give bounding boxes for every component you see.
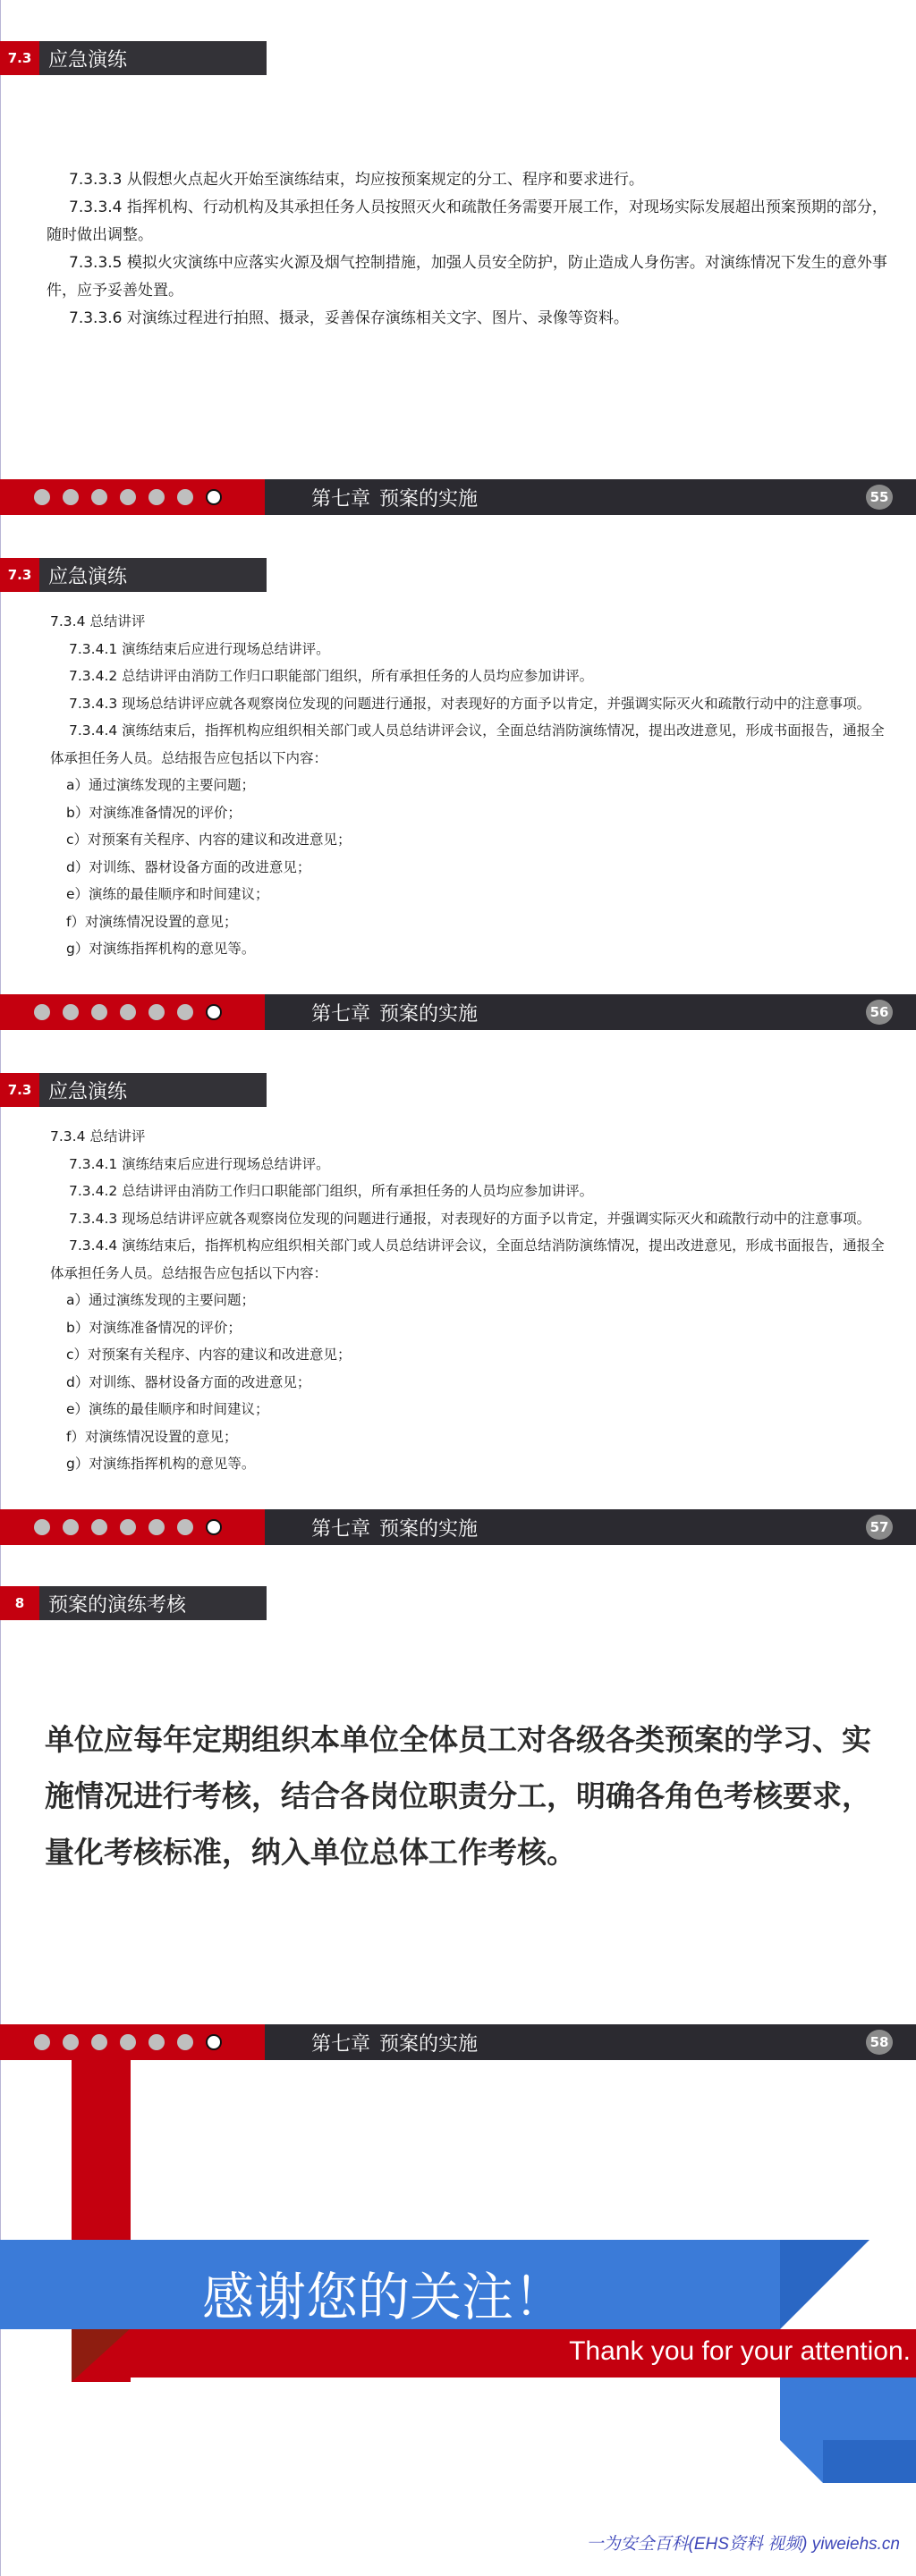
section-title: 预案的演练考核	[39, 1586, 267, 1620]
paragraph: 7.3.4.2 总结讲评由消防工作归口职能部门组织，所有承担任务的人员均应参加讲评。	[69, 668, 594, 684]
slide-55	[0, 0, 916, 515]
footer-chapter-title: 预案的实施	[379, 2032, 479, 2056]
paragraph: 7.3.4.3 现场总结讲评应就各观察岗位发现的问题进行通报，对表现好的方面予以肯定，并强调实际灭火和疏散行动中的注意事项。	[69, 1210, 871, 1227]
section-title: 应急演练	[39, 1073, 267, 1107]
blue-block-tip	[780, 2440, 823, 2483]
footer-chapter-label: 第七章	[311, 1002, 371, 1026]
page-dots	[0, 1509, 265, 1545]
list-item: a）通过演练发现的主要问题；	[66, 1292, 255, 1308]
paragraph: 7.3.3.4 指挥机构、行动机构及其承担任务人员按照灭火和疏散任务需要开展工作，对现场实际发展超出预案预期的部分，随时做出调整。	[47, 198, 887, 244]
page-dot	[120, 489, 136, 505]
list-item: e）演练的最佳顺序和时间建议；	[66, 886, 269, 902]
list-item: c）对预案有关程序、内容的建议和改进意见；	[66, 832, 352, 848]
page-dot	[148, 489, 165, 505]
page-dot	[34, 2034, 50, 2050]
footer-bar	[0, 994, 916, 1030]
page-dot	[91, 2034, 107, 2050]
paragraph: 7.3.3.3 从假想火点起火开始至演练结束，均应按预案规定的分工、程序和要求进行。	[69, 171, 644, 189]
page-dots	[0, 2024, 265, 2060]
page-dot	[63, 489, 79, 505]
page-dot	[63, 1004, 79, 1020]
blue-block	[780, 2378, 916, 2440]
page-dot	[177, 489, 193, 505]
page-dot	[63, 2034, 79, 2050]
page-dot	[148, 1519, 165, 1535]
page-dot-active	[206, 489, 222, 505]
section-header	[0, 1586, 267, 1620]
paragraph: 7.3.4.2 总结讲评由消防工作归口职能部门组织，所有承担任务的人员均应参加讲评。	[69, 1183, 594, 1199]
page-dot	[120, 1519, 136, 1535]
footer-chapter-title: 预案的实施	[379, 1002, 479, 1026]
content-body	[50, 1123, 891, 1478]
slide-thanks	[0, 2060, 916, 2576]
section-header	[0, 558, 267, 592]
page-number: 58	[866, 2030, 893, 2055]
subsection-heading: 7.3.4 总结讲评	[50, 613, 146, 629]
subsection-heading: 7.3.4 总结讲评	[50, 1128, 146, 1144]
list-item: g）对演练指挥机构的意见等。	[66, 941, 256, 957]
page-dot	[177, 1519, 193, 1535]
content-body	[50, 608, 891, 963]
thanks-title-en: Thank you for your attention.	[569, 2336, 911, 2366]
section-number: 7.3	[0, 1073, 39, 1107]
list-item: d）对训练、器材设备方面的改进意见；	[66, 1373, 311, 1390]
section-number: 8	[0, 1586, 39, 1620]
page-dots	[0, 994, 265, 1030]
page-dot	[91, 1004, 107, 1020]
paragraph: 7.3.4.1 演练结束后应进行现场总结讲评。	[69, 1155, 330, 1172]
page-number: 56	[866, 1000, 893, 1025]
paragraph: 7.3.3.6 对演练过程进行拍照、摄录，妥善保存演练相关文字、图片、录像等资料。	[69, 309, 629, 327]
blue-block-lower	[823, 2440, 916, 2483]
footer-bar	[0, 1509, 916, 1545]
list-item: a）通过演练发现的主要问题；	[66, 777, 255, 793]
page-number: 55	[866, 485, 893, 510]
paragraph: 7.3.4.1 演练结束后应进行现场总结讲评。	[69, 640, 330, 657]
page-dot	[63, 1519, 79, 1535]
footer-chapter-label: 第七章	[311, 2032, 371, 2056]
section-title: 应急演练	[39, 558, 267, 592]
footer-chapter	[265, 2024, 916, 2060]
page-dot-active	[206, 1519, 222, 1535]
section-number: 7.3	[0, 558, 39, 592]
page-dot	[34, 489, 50, 505]
list-item: c）对预案有关程序、内容的建议和改进意见；	[66, 1347, 352, 1363]
footer-chapter-label: 第七章	[311, 487, 371, 511]
page-dot-active	[206, 1004, 222, 1020]
paragraph: 7.3.3.5 模拟火灾演练中应落实火源及烟气控制措施，加强人员安全防护，防止造成人身伤害。对演练情况下发生的意外事件，应予妥善处置。	[47, 254, 887, 300]
slide-56	[0, 515, 916, 1030]
page-dot	[148, 2034, 165, 2050]
page-dot	[120, 2034, 136, 2050]
list-item: f）对演练情况设置的意见；	[66, 913, 238, 930]
paragraph: 7.3.4.4 演练结束后，指挥机构应组织相关部门或人员总结讲评会议，全面总结消防演练情况，提出改进意见，形成书面报告，通报全体承担任务人员。总结报告应包括以下内容：	[50, 722, 885, 766]
list-item: b）对演练准备情况的评价；	[66, 1319, 242, 1336]
list-item: e）演练的最佳顺序和时间建议；	[66, 1401, 269, 1417]
footer-chapter	[265, 479, 916, 515]
footer-chapter-label: 第七章	[311, 1517, 371, 1541]
watermark-text: 一为安全百科(EHS资料 视频) yiweiehs.cn	[586, 2535, 900, 2554]
section-title: 应急演练	[39, 41, 267, 75]
list-item: g）对演练指挥机构的意见等。	[66, 1456, 256, 1472]
section-number: 7.3	[0, 41, 39, 75]
page-number: 57	[866, 1515, 893, 1540]
page-dot	[177, 1004, 193, 1020]
page-dot	[148, 1004, 165, 1020]
page-dot-active	[206, 2034, 222, 2050]
footer-bar	[0, 2024, 916, 2060]
page-dot	[34, 1519, 50, 1535]
section-header	[0, 41, 267, 75]
slide-58	[0, 1545, 916, 2060]
footer-chapter-title: 预案的实施	[379, 487, 479, 511]
paragraph: 7.3.4.3 现场总结讲评应就各观察岗位发现的问题进行通报，对表现好的方面予以肯定，并强调实际灭火和疏散行动中的注意事项。	[69, 695, 871, 712]
slide-57	[0, 1030, 916, 1545]
footer-chapter	[265, 994, 916, 1030]
list-item: f）对演练情况设置的意见；	[66, 1428, 238, 1445]
page-dot	[34, 1004, 50, 1020]
list-item: b）对演练准备情况的评价；	[66, 804, 242, 821]
slide-body-text: 单位应每年定期组织本单位全体员工对各级各类预案的学习、实施情况进行考核，结合各岗位职责分工，明确各角色考核要求，量化考核标准，纳入单位总体工作考核。	[45, 1722, 871, 1870]
footer-bar	[0, 479, 916, 515]
section-header	[0, 1073, 267, 1107]
page-dot	[177, 2034, 193, 2050]
blue-fold	[780, 2240, 869, 2329]
page-dot	[120, 1004, 136, 1020]
ribbon-fold	[72, 2328, 131, 2382]
list-item: d）对训练、器材设备方面的改进意见；	[66, 858, 311, 875]
content-body	[47, 166, 887, 333]
footer-chapter	[265, 1509, 916, 1545]
thanks-title-cn: 感谢您的关注！	[202, 2267, 566, 2327]
page-dot	[91, 489, 107, 505]
paragraph: 7.3.4.4 演练结束后，指挥机构应组织相关部门或人员总结讲评会议，全面总结消防演练情况，提出改进意见，形成书面报告，通报全体承担任务人员。总结报告应包括以下内容：	[50, 1237, 885, 1281]
page-dot	[91, 1519, 107, 1535]
footer-chapter-title: 预案的实施	[379, 1517, 479, 1541]
page-dots	[0, 479, 265, 515]
